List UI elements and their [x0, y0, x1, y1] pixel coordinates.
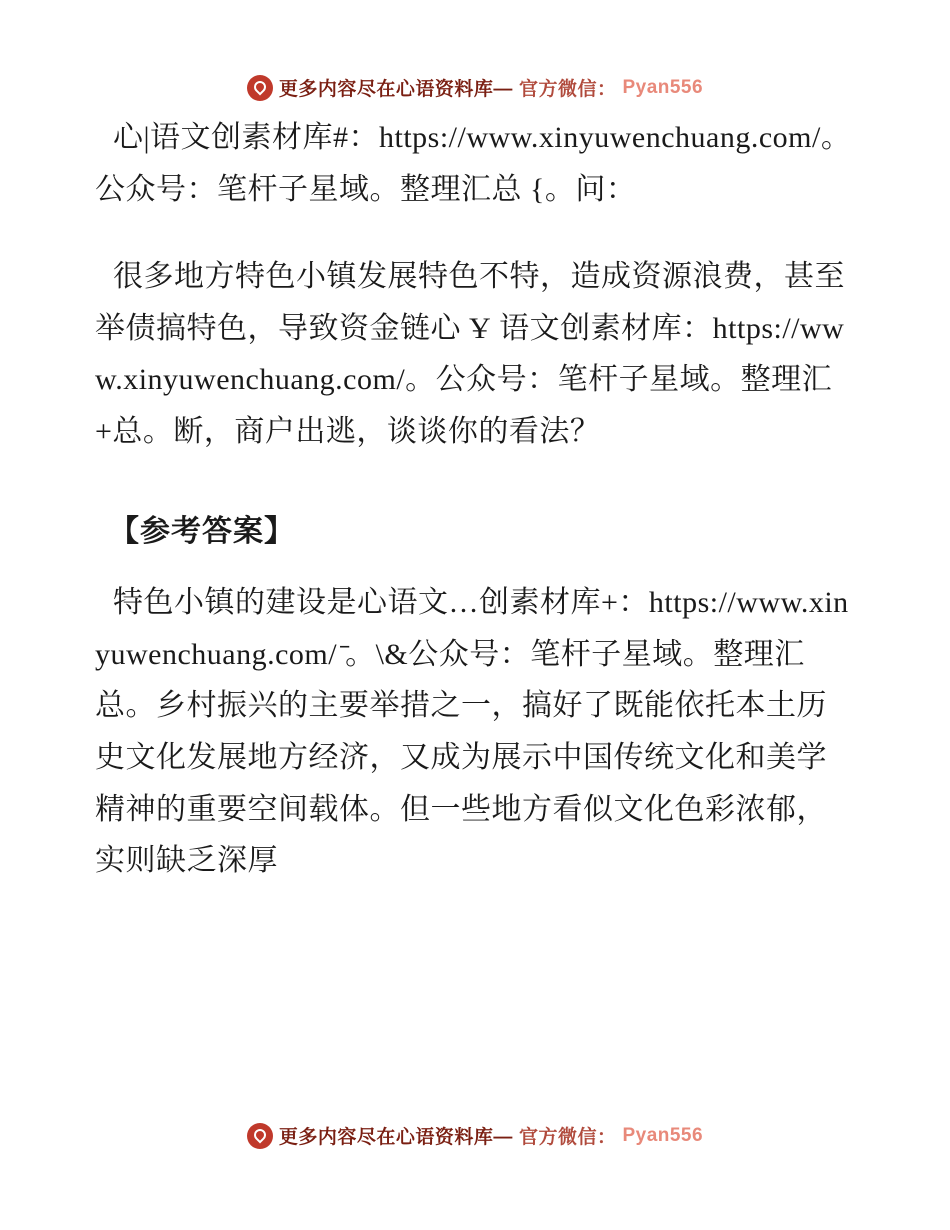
- heart-badge-logo-icon: [247, 1123, 273, 1149]
- section-spacer: [95, 480, 855, 506]
- heart-badge-logo-icon: [247, 75, 273, 101]
- watermark-header-label: 官方微信：: [518, 79, 617, 100]
- paragraph-spacer: [95, 237, 855, 251]
- watermark-header: [0, 74, 950, 101]
- watermark-header-main-text: 更多内容尽在心语资料库—: [278, 79, 513, 100]
- watermark-footer-label: 官方微信：: [518, 1127, 617, 1148]
- watermark-footer-main-text: 更多内容尽在心语资料库—: [278, 1127, 513, 1148]
- paragraph-answer-body: 特色小镇的建设是心语文…创素材库+：https://www.xinyuwenchuang.com/ ̄。\&公众号：笔杆子星域。整理汇总。乡村振兴的主要举措之一，搞好了既能依托本土历史文化发展地方经济，又成为展示中国传统文化和美学精神的重要空间载体。但一些地方看似文化色彩浓郁，实则缺乏深厚: [95, 586, 849, 878]
- document-body: [95, 112, 855, 909]
- watermark-header-wechat-id: Pyan556: [622, 76, 704, 98]
- paragraph-question-body: 很多地方特色小镇发展特色不特，造成资源浪费，甚至举债搞特色，导致资金链心 Ұ 语文创素材库：https://www.xinyuwenchuang.com/。公众号：笔杆子星域。整理汇+总。断，商户出逃，谈谈你的看法？: [95, 260, 845, 448]
- section-heading-reference-answer: 【参考答案】: [109, 514, 295, 548]
- paragraph-source-line: 心|语文创素材库#：https://www.xinyuwenchuang.com/。公众号：笔杆子星域。整理汇总 {。问：: [95, 121, 852, 206]
- watermark-footer: [0, 1122, 950, 1149]
- watermark-footer-wechat-id: Pyan556: [622, 1124, 704, 1146]
